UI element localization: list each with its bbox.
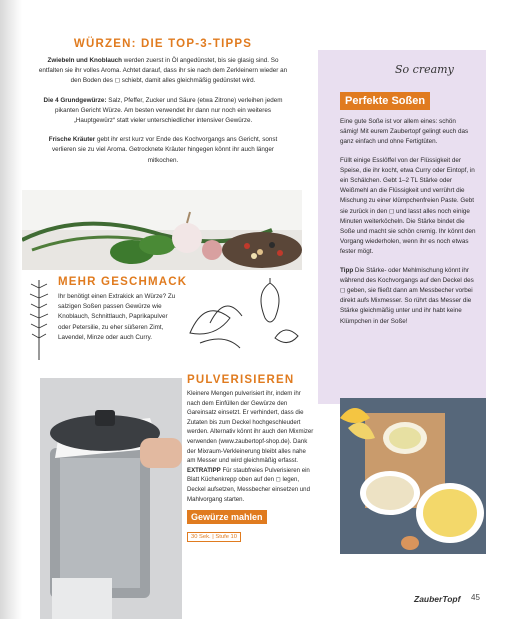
tips-p1-end: schiebt, damit alles gleichmäßig gedünstet wird. (119, 77, 256, 85)
side-heading: Perfekte Soßen (340, 92, 430, 110)
extratipp-label: EXTRATIPP (187, 466, 221, 474)
brand-logo: ZauberTopf (414, 594, 461, 604)
side-p2-b: und lasst alles noch einige Minuten weiterköcheln. Die Stärke bindet die Soße und macht sie schön cremig. Ihr könnt den Vorgang wiederholen, wenn ihr es noch etwas fester mögt. (340, 207, 476, 256)
book-spine (0, 0, 22, 619)
pot-icon: ◻ (340, 287, 346, 295)
tips-paragraph-3 (38, 135, 288, 166)
tips-p2-text: Salz, Pfeffer, Zucker und Säure (etwa Zitrone) verleihen jedem pikanten Gericht Würze. Am besten verwendet ihr dann nur noch ein weiteres „Hauptgewürz“ statt vieler unterschiedlicher intensiver Gewürze. (55, 96, 283, 125)
thermomix-photo (40, 378, 182, 619)
tips-heading: WÜRZEN: DIE TOP-3-TIPPS (73, 38, 253, 50)
side-tipp-label: Tipp (340, 266, 354, 274)
pot-icon: ◻ (114, 77, 120, 85)
grind-badge: Gewürze mahlen (187, 510, 267, 524)
tips-p1-bold: Zwiebeln und Knoblauch (47, 57, 123, 64)
pulverisieren-heading: PULVERISIEREN (187, 374, 295, 386)
pot-icon: ◻ (389, 207, 395, 215)
tips-p1-text: werden zuerst in Öl angedünstet, bis sie glasig sind. So entfalten sie ihr volles Aroma. Achtet darauf, dass ihr sie nach dem Zerkleinern wieder an den Boden des (38, 57, 288, 85)
sauce-photo (340, 398, 486, 554)
grind-settings: 30 Sek. | Stufe 10 (187, 532, 241, 542)
rosemary-sketch (28, 280, 50, 360)
geschmack-text: Ihr benötigt einen Extrakick an Würze? Zu salzigen Soßen passen Gewürze wie Knoblauch, Schnittlauch, Paprikapulver oder Petersilie, zu eher süßeren Zimt, Lavendel, Minze oder auch Curry. (58, 293, 176, 341)
pot-icon: ◻ (275, 476, 281, 484)
script-title: So creamy (395, 63, 454, 76)
side-paragraph-1: Eine gute Soße ist vor allem eines: schön sämig! Mit eurem Zaubertopf gelingt euch das ganz einfach und ohne Fertigtüten. (340, 118, 469, 146)
tips-paragraph-1 (38, 56, 288, 87)
side-p2-a: Füllt einige Esslöffel von der Flüssigkeit der Speise, die ihr kocht, etwa Curry oder Eintopf, in ein Schälchen. Gebt 1–2 TL Stärke oder Weißmehl an die Flüssigkeit und verrührt die Mischung zu einer klümpchenfreien Paste. Gebt sie zurück in den (340, 156, 475, 215)
herbs-photo (22, 190, 302, 270)
pulverisieren-section (187, 374, 315, 543)
side-text (340, 117, 476, 335)
side-p3-b: geben, sie fließt dann am Messbecher vorbei direkt aufs Mixmesser. So rührt das Messer die Stärke gleichmäßig unter und ihr habt keine Klümpchen in der Soße! (340, 287, 473, 325)
tips-p3-bold: Frische Kräuter (48, 136, 96, 144)
side-paragraph-3 (340, 266, 476, 327)
tips-section (38, 38, 288, 175)
geschmack-heading: MEHR GESCHMACK (58, 276, 188, 288)
side-p3-a: Die Stärke- oder Mehlmischung könnt ihr während des Kochvorgangs auf den Deckel des (340, 266, 474, 284)
pulverisieren-text: Kleinere Mengen pulverisiert ihr, indem ihr nach dem Einfüllen der Gewürze den Gareinsatz einsetzt. Er verhindert, dass die Zutaten bis zum Deckel hochgeschleudert werden. Alternativ könnt ihr auch den Mixmizer verwenden (www.zaubertopf-shop.de). Dank der Mixraum-Verkleinerung bleibt alles nahe am Messer und wird gleichmäßig erfasst. (187, 390, 314, 465)
pulverisieren-extratipp (187, 466, 315, 504)
tips-p2-bold: Die 4 Grundgewürze: (43, 96, 107, 104)
page-number: 45 (471, 593, 480, 602)
extratipp-text-a: Für staubfreies Pulverisieren ein Blatt Küchenkrepp oben auf den (187, 466, 310, 484)
side-paragraph-2 (340, 156, 476, 258)
tips-p3-text: gebt ihr erst kurz vor Ende des Kochvorgangs ans Gericht, sonst verlieren sie zu viel Aroma. Getrocknete Kräuter hingegen könnt ihr auch länger mitkochen. (52, 136, 278, 164)
garlic-basil-sketch (180, 278, 310, 358)
tips-paragraph-2 (38, 96, 288, 127)
extratipp-text-b: legen, Deckel aufsetzen, Messbecher einsetzen und Mahlvorgang starten. (187, 476, 310, 503)
